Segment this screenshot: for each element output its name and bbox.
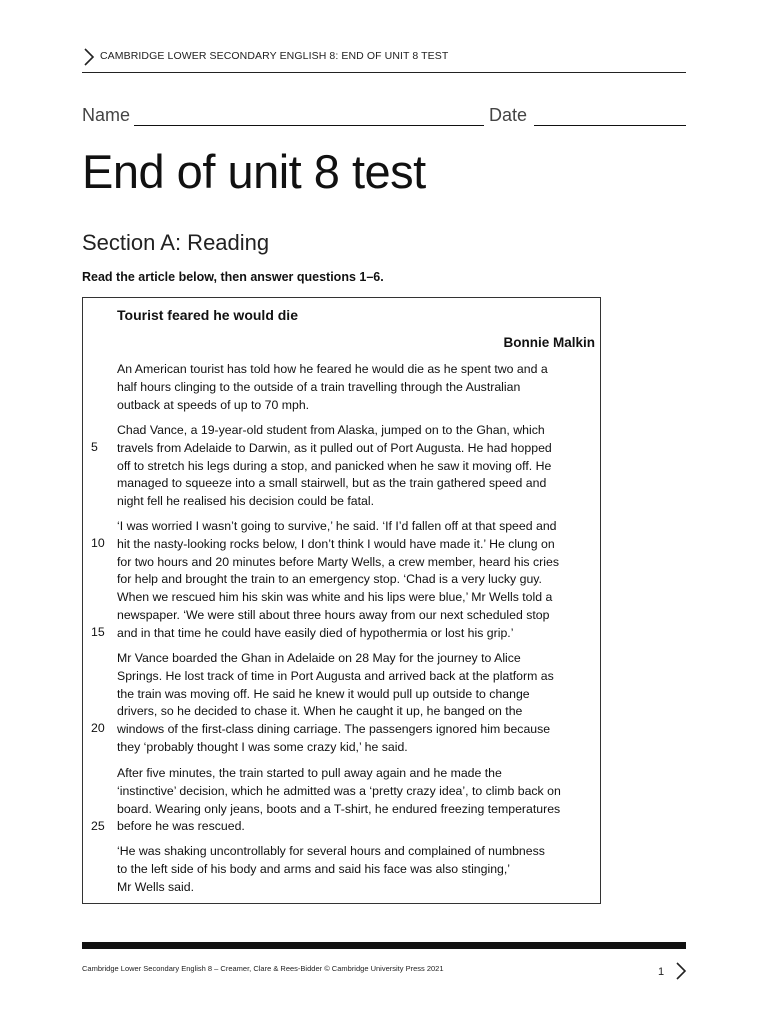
page-number: 1	[658, 966, 665, 978]
article-line: the train was moving off. He said he knew it would pull up outside to change	[117, 686, 530, 701]
line-number: 20	[91, 721, 105, 735]
article-line: off to stretch his legs during a stop, and panicked when he saw it moving off. He	[117, 458, 552, 473]
running-header: CAMBRIDGE LOWER SECONDARY ENGLISH 8: END OF UNIT 8 TEST	[100, 50, 449, 62]
article-line: ‘instinctive’ decision, which he admitted was a ‘pretty crazy idea’, to climb back on	[117, 783, 561, 798]
footer-copyright: Cambridge Lower Secondary English 8 – Creamer, Clare & Rees-Bidder © Cambridge University Press 2021	[82, 964, 444, 973]
page-title: End of unit 8 test	[82, 145, 426, 198]
section-title: Section A: Reading	[82, 230, 270, 255]
article-paragraph	[117, 518, 595, 643]
article-paragraph	[117, 765, 595, 836]
article-line: to the left side of his body and arms and said his face was also stinging,’	[117, 861, 511, 876]
chevron-right-icon	[82, 47, 96, 67]
instruction-text: Read the article below, then answer questions 1–6.	[82, 270, 384, 284]
article-line: After five minutes, the train started to pull away again and he made the	[117, 766, 502, 780]
article-line: for two hours and 20 minutes before Marty Wells, a crew member, heard his cries	[117, 554, 559, 569]
article-line: An American tourist has told how he feared he would die as he spent two and a	[117, 362, 548, 376]
article-line: When we rescued him his skin was white and his lips were blue,’ Mr Wells told a	[117, 590, 553, 605]
article-line: outback at speeds of up to 70 mph.	[117, 397, 310, 412]
article-paragraph	[117, 843, 595, 896]
article-line: hit the nasty-looking rocks below, I don’t think I would have made it.’ He clung on	[117, 536, 555, 551]
article-line: they ‘probably thought I was some crazy kid,’ he said.	[117, 739, 408, 754]
line-number: 10	[91, 536, 105, 550]
date-field[interactable]	[534, 125, 686, 126]
chevron-right-icon[interactable]	[674, 961, 688, 981]
article-line: Mr Wells said.	[117, 879, 194, 894]
article-line: windows of the first-class dining carriage. The passengers ignored him because	[117, 722, 551, 737]
name-field[interactable]	[134, 125, 484, 126]
article-line: ‘I was worried I wasn’t going to survive,’ he said. ‘If I’d fallen off at that speed and	[117, 519, 557, 533]
article-line: Chad Vance, a 19-year-old student from Alaska, jumped on to the Ghan, which	[117, 423, 545, 437]
article-line: managed to squeeze into a small stairwell, but as the train gathered speed and	[117, 476, 547, 491]
article-line: travels from Adelaide to Darwin, as it pulled out of Port Augusta. He had hopped	[117, 440, 552, 455]
article-line: night fell he realised his decision could be fatal.	[117, 494, 375, 509]
article-headline: Tourist feared he would die	[117, 307, 298, 323]
line-number: 5	[91, 440, 98, 454]
article-line: board. Wearing only jeans, boots and a T-shirt, he endured freezing temperatures	[117, 801, 561, 816]
date-label: Date	[489, 105, 528, 125]
article-line: before he was rescued.	[117, 819, 245, 834]
article-line: Mr Vance boarded the Ghan in Adelaide on 28 May for the journey to Alice	[117, 651, 521, 665]
article-line: ‘He was shaking uncontrollably for several hours and complained of numbness	[117, 844, 545, 858]
article-line: for help and brought the train to an emergency stop. ‘Chad is a very lucky guy.	[117, 572, 542, 587]
line-number: 15	[91, 625, 105, 639]
article-paragraph	[117, 361, 595, 414]
line-number: 25	[91, 819, 105, 833]
footer-bar	[82, 942, 686, 949]
article-paragraph	[117, 650, 595, 757]
name-date-row	[82, 105, 686, 131]
article-line: and in that time he could have easily died of hypothermia or lost his grip.’	[117, 625, 514, 640]
article-line: newspaper. ‘We were still about three hours away from our next scheduled stop	[117, 607, 550, 622]
article-line: Springs. He lost track of time in Port Augusta and arrived back at the platform as	[117, 668, 554, 683]
article-line: drivers, so he decided to chase it. When he caught it up, he banged on the	[117, 704, 523, 719]
name-label: Name	[82, 105, 131, 125]
header-rule	[82, 72, 686, 73]
article-paragraph	[117, 422, 595, 511]
article-author: Bonnie Malkin	[503, 335, 595, 350]
article-line: half hours clinging to the outside of a train travelling through the Australian	[117, 379, 521, 394]
